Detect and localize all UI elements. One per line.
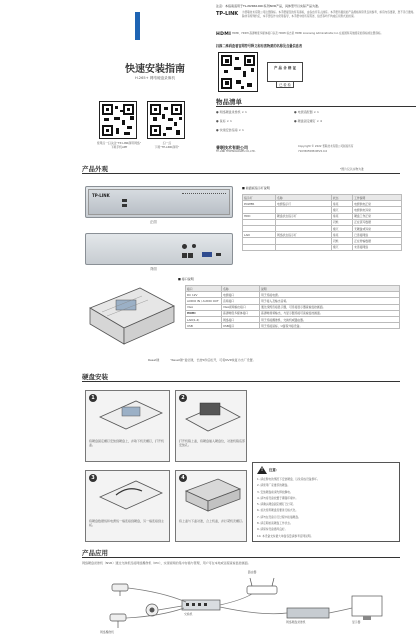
qr-code-app — [99, 101, 137, 139]
note-line: 2. 请使用厂家推荐的硬盘。 — [257, 483, 290, 488]
hdd-title: 硬盘安装 — [82, 373, 108, 381]
hdmi-logo: HDMI — [216, 32, 232, 37]
application-title: 产品应用 — [82, 549, 108, 557]
table-cell: 用于连接鼠标、U盘等外接设备。 — [260, 323, 400, 329]
qr1-caption: 使用扫一扫关注“TP-LINK商用网络” 下载手机APP — [96, 141, 142, 150]
table-cell: DC 12V — [186, 292, 222, 298]
note-line: 6. 首次使用硬盘需要进行格式化。 — [257, 508, 299, 513]
note-list — [257, 476, 397, 539]
table-cell: 电源供电异常 — [353, 207, 402, 213]
table-cell: 网络接口 — [222, 316, 260, 322]
step-text: 将上盖与下盖对准，合上机盖，并拧紧机壳螺钉。 — [179, 519, 246, 523]
nvr-icon — [287, 608, 329, 618]
brand-logo: TP-LINK — [216, 11, 239, 17]
ipc-camera-icon — [146, 604, 158, 616]
table-cell: POWER — [243, 201, 276, 207]
cert-stamp: 已 检 验 — [276, 81, 294, 88]
table-cell: 用于连接摄像机、交换机或路由器。 — [260, 316, 400, 322]
note-title: 注意： — [269, 468, 280, 472]
table-cell: 通过线缆连接显示器，可连接显示器查看监控画面。 — [260, 304, 400, 310]
table-cell — [243, 244, 276, 250]
hdd-step-4 — [175, 470, 247, 542]
hdmi-text: HDMI、HDMI 高清晰度多媒体接口以及 HDMI 标志是 HDMI Licensing Administrator,Inc.在美国和其他国家的商标或注册商标。 — [232, 31, 384, 35]
note-line: 5. 请确认硬盘固定螺钉已拧紧。 — [257, 502, 296, 507]
reset-note: “Reset键”复位键，长按5秒后松开，可将NVR恢复为出厂设置。 — [170, 358, 256, 362]
led-table — [242, 194, 402, 251]
copyright: Copyright © 2022 普联技术有限公司版权所有 — [298, 145, 354, 148]
usb-port-icon — [122, 199, 127, 202]
table-cell: 无硬盘或异常 — [353, 225, 402, 231]
table-cell: 闪烁 — [331, 219, 352, 225]
table-cell — [276, 244, 332, 250]
application-divider — [82, 557, 400, 558]
packing-item: ● 硬盘固定螺钉 × 4 — [294, 119, 322, 123]
label-ipc: 网络摄像机 — [100, 630, 114, 634]
table-cell: 熄灭 — [331, 207, 352, 213]
qr-code-download — [147, 101, 185, 139]
table-cell: 正在传输数据 — [353, 238, 402, 244]
table-cell: 常亮 — [331, 213, 352, 219]
table-cell: 电源指示灯 — [276, 201, 332, 207]
step-number: 4 — [179, 474, 187, 482]
table-cell: AUDIO IN / AUDIO OUT — [186, 298, 222, 304]
table-cell: 未连接网络 — [353, 244, 402, 250]
table-cell: 高清晰度多媒体接口 — [222, 310, 260, 316]
table-cell: 用于连接电源。 — [260, 292, 400, 298]
note-line: 1. 请在断电的情况下安装硬盘，以免造成设备损坏。 — [257, 477, 320, 481]
scan-text: 扫描二维码查看官网符号释义和有害物质的名称及含量信息表 — [216, 44, 303, 48]
table-header: 工作说明 — [353, 195, 402, 201]
info-panel — [212, 0, 420, 162]
table-cell: 硬盘状态指示灯 — [276, 213, 332, 219]
switch-icon — [182, 600, 220, 610]
step-number: 1 — [89, 394, 97, 402]
doc-number: 7103505588 REV2.0.0 — [298, 150, 328, 153]
table-cell: 用于接入及输出音频。 — [260, 298, 400, 304]
appearance-note: *图片仅以实物为准 — [340, 167, 364, 171]
warning-mark: ! — [261, 468, 264, 473]
hdd-step-1 — [85, 390, 170, 462]
cover-bookmark — [135, 12, 140, 40]
note-line: 10. 本设备支持最大单盘容量请参考官网说明。 — [257, 533, 314, 538]
step-number: 2 — [179, 394, 187, 402]
front-brand: TP-LINK — [92, 193, 110, 198]
front-panel-table-box — [242, 186, 402, 260]
table-cell: 正在读写数据 — [353, 219, 402, 225]
cert-box — [267, 62, 303, 87]
table-cell: USB接口 — [222, 323, 260, 329]
front-label: 正面 — [150, 220, 157, 224]
note-line: 3. 安装硬盘前请先释放静电。 — [257, 489, 293, 494]
table-row — [186, 323, 400, 329]
note-line: 8. 请定期检查硬盘工作状态。 — [257, 521, 293, 526]
hdd-note-box — [252, 462, 400, 542]
rear-table-title: ■ 接口说明 — [178, 277, 194, 281]
appearance-title: 产品外观 — [82, 165, 108, 173]
usb-port-icon — [122, 204, 127, 207]
step-illustration — [96, 477, 166, 515]
led-indicators — [182, 193, 226, 195]
table-header: 说明 — [260, 286, 400, 292]
hdd-step-3 — [85, 470, 170, 542]
chassis-open-illustration — [82, 282, 182, 354]
table-cell: 电源供电正常 — [353, 201, 402, 207]
power-port-icon — [182, 244, 187, 249]
cover-model: H.265+ 网络硬盘录像机 — [135, 76, 175, 80]
table-cell: 常亮 — [331, 232, 352, 238]
label-router: 路由器 — [248, 570, 257, 574]
qr2-caption: 扫一扫 下载“TP-LINK商用” — [154, 141, 180, 150]
table-cell: VGA — [186, 304, 222, 310]
table-cell: 已连接网络 — [353, 232, 402, 238]
packing-divider — [216, 106, 416, 107]
table-cell: 常亮 — [331, 201, 352, 207]
application-desc: 网络硬盘录像机（NVR）通过交换机连接网络摄像机（IPC），实现视频的集中存储与管理，用户可在本地或远程查看监控画面。 — [82, 561, 251, 565]
monitor-icon — [352, 596, 382, 620]
table-row — [243, 244, 402, 250]
appearance-divider — [82, 173, 400, 174]
label-nvr: 网络硬盘录像机 — [286, 620, 306, 624]
usb-port-icon — [216, 253, 221, 256]
step-illustration — [96, 397, 166, 435]
application-diagram — [82, 572, 402, 638]
lan-port-icon — [182, 253, 187, 258]
step-text: 将硬盘固定螺钉安装到硬盘上，并取下机壳螺钉，打开机盖。 — [89, 439, 165, 448]
packing-item: ● 鼠标 × 1 — [216, 119, 232, 123]
interface-table — [185, 285, 400, 329]
step-text: 打开机箱上盖，将硬盘插入硬盘位，对准机箱底部安装孔。 — [179, 439, 246, 448]
step-illustration — [182, 397, 244, 435]
table-cell: 电源接口 — [222, 292, 260, 298]
packing-item: ● 快速安装指南 × 1 — [216, 128, 244, 132]
front-table-title: ■ 前面板指示灯说明 — [242, 186, 270, 190]
table-cell: HDMI — [186, 310, 222, 316]
note-line: 7. 请勿在设备运行过程中拔插硬盘。 — [257, 514, 301, 519]
nvr-rear-view — [85, 233, 233, 265]
table-cell: 闪烁 — [331, 238, 352, 244]
packing-item: ● 网络硬盘录像机 × 1 — [216, 110, 247, 114]
table-header: 状态 — [331, 195, 352, 201]
lan-port-icon — [188, 253, 193, 258]
router-icon — [247, 578, 277, 594]
audio-port-icon — [192, 244, 196, 248]
packing-list — [216, 110, 416, 140]
packing-title: 物品清单 — [216, 98, 242, 106]
table-cell: VGA视频输出接口 — [222, 304, 260, 310]
step-text: 将硬盘数据线和电源线一端连接到硬盘，另一端连接到主板。 — [89, 519, 165, 528]
intro-line: 注意：本指南适用于TL-NVR6100C系列NVR产品，具体型号以实际产品为准。 — [216, 4, 322, 8]
ipc-camera-icon — [112, 584, 128, 596]
intro-body: 为普联技术有限公司注册商标。本手册提及的所有商标，由各自所有人拥有。本手册所提到的产品规格和资讯仅供参考，如有内容更新，恕不另行通知。除非有特殊约定，本手册仅作为使用指导，本手册中的所有陈述、信息等均不构成任何形式的担保。 — [242, 11, 416, 18]
vga-port-icon — [202, 252, 212, 257]
table-cell: 网络状态指示灯 — [276, 232, 332, 238]
note-line: 9. 请保持设备通风良好。 — [257, 527, 288, 532]
cover-panel — [0, 0, 210, 160]
ipc-camera-icon — [110, 614, 126, 628]
table-cell: 硬盘工作正常 — [353, 213, 402, 219]
table-cell: 熄灭 — [331, 225, 352, 231]
packing-item: ● 电源适配器 × 1 — [294, 110, 319, 114]
cert-label: 产 品 合 格 证 — [273, 66, 297, 70]
step-number: 3 — [89, 474, 97, 482]
note-line: 4. 请勿将设备放置于潮湿环境中。 — [257, 495, 299, 500]
table-header: 指示灯 — [243, 195, 276, 201]
table-header: 名称 — [276, 195, 332, 201]
table-cell: LAN(1-4) — [186, 316, 222, 322]
table-cell: 音频接口 — [222, 298, 260, 304]
label-monitor: 显示器 — [352, 620, 361, 624]
company-name: 普联技术有限公司 — [216, 145, 248, 150]
company-en: TP-LINK TECHNOLOGIES CO.,LTD. — [216, 150, 256, 153]
table-header: 接口 — [186, 286, 222, 292]
step-illustration — [182, 477, 244, 515]
hdd-divider — [82, 381, 400, 382]
table-cell: 高清晰视频输出，与显示器连接可查看监控画面。 — [260, 310, 400, 316]
label-switch: 交换机 — [184, 612, 193, 616]
back-label: 背面 — [150, 267, 157, 271]
reset-label: Reset键 — [148, 358, 160, 362]
nvr-front-view — [85, 186, 233, 218]
table-cell: LAN — [243, 232, 276, 238]
table-cell: 熄灭 — [331, 244, 352, 250]
qr-code-symbols — [218, 52, 258, 92]
table-cell: HDD — [243, 213, 276, 219]
table-header: 名称 — [222, 286, 260, 292]
hdd-step-2 — [175, 390, 247, 462]
table-cell: USB — [186, 323, 222, 329]
cover-title: 快速安装指南 — [125, 64, 185, 75]
